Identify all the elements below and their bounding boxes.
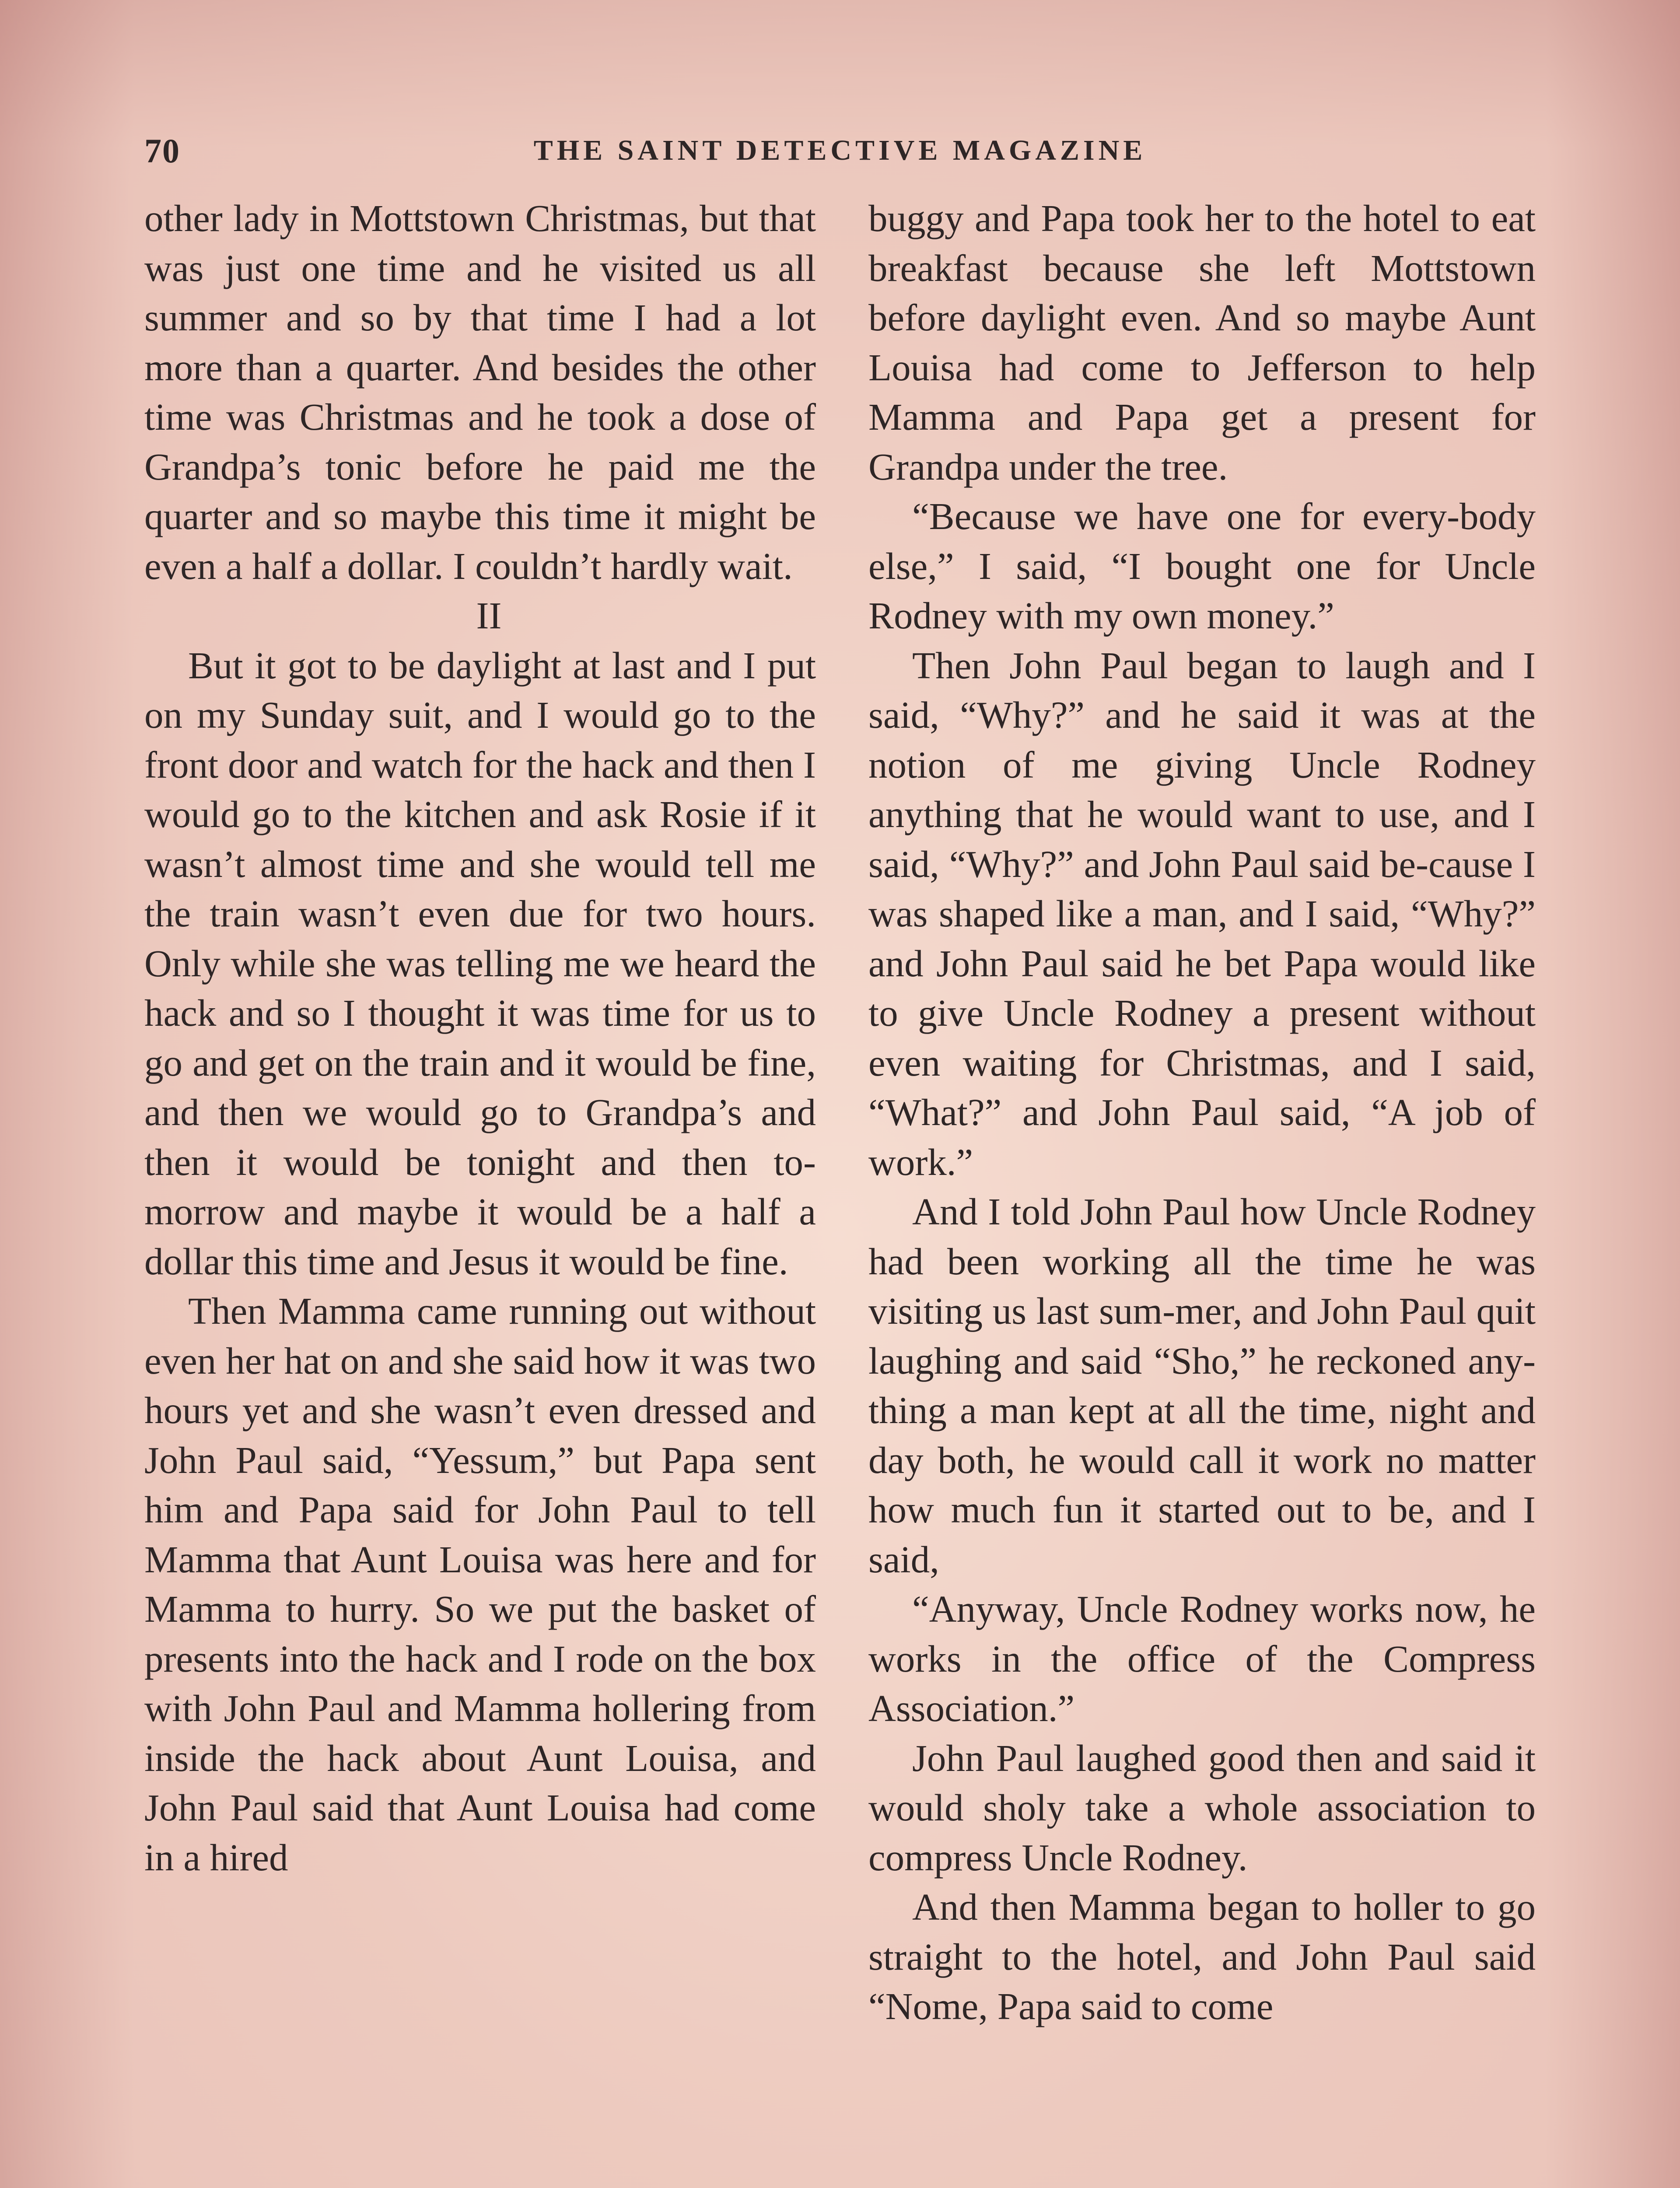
paragraph: But it got to be daylight at last and I put on my Sunday suit, and I would go to the front door and watch for the hack and then I would go to the kitchen and ask Rosie if it wasn’t almost time and she would tell me the train wasn’t even due for two hours. Only while she was telling me we heard the hack and so I thought it was time for us to go and get on the train and it would be fine, and then we would go to Grandpa’s and then it would be tonight and then to-morrow and maybe it would be a half a dollar this time and Jesus it would be fine. [144,644,816,1283]
paragraph: “Anyway, Uncle Rodney works now, he works in the office of the Compress Association.” [868,1588,1536,1729]
left-column [144,193,816,1882]
page-header [144,131,1536,179]
paragraph: Then Mamma came running out without even her hat on and she said how it was two hours yet and she wasn’t even dressed and John Paul said, “Yessum,” but Papa sent him and Papa said for John Paul to tell Mamma that Aunt Louisa was here and for Mamma to hurry. So we put the basket of presents into the hack and I rode on the box with John Paul and Mamma hollering from inside the hack about Aunt Louisa, and John Paul said that Aunt Louisa had come in a hired [144,1290,816,1879]
paragraph: And I told John Paul how Uncle Rodney had been working all the time he was visiting us last sum-mer, and John Paul quit laughing and said “Sho,” he reckoned any-thing a man kept at all the time, night and day both, he would call it work no matter how much fun it started out to be, and I said, [868,1190,1536,1581]
paragraph: John Paul laughed good then and said it would sholy take a whole association to compress Uncle Rodney. [868,1736,1536,1879]
running-head: THE SAINT DETECTIVE MAGAZINE [533,134,1147,166]
paragraph: And then Mamma began to holler to go straight to the hotel, and John Paul said “Nome, Papa said to come [868,1886,1536,2027]
section-heading: II [476,594,502,637]
paragraph: buggy and Papa took her to the hotel to eat breakfast because she left Mottstown before daylight even. And so maybe Aunt Louisa had come to Jefferson to help Mamma and Papa get a present for Grandpa under the tree. [868,197,1536,488]
paragraph: “Because we have one for every-body else,” I said, “I bought one for Uncle Rodney with my own money.” [868,495,1536,637]
paragraph: Then John Paul began to laugh and I said, “Why?” and he said it was at the notion of me giving Uncle Rodney anything that he would want to use, and I said, “Why?” and John Paul said be-cause I was shaped like a man, and I said, “Why?” and John Paul said he bet Papa would like to give Uncle Rodney a present without even waiting for Christmas, and I said, “What?” and John Paul said, “A job of work.” [868,644,1536,1183]
right-column [868,193,1536,2031]
paragraph: other lady in Mottstown Christmas, but that was just one time and he visited us all summer and so by that time I had a lot more than a quarter. And besides the other time was Christmas and he took a dose of Grandpa’s tonic before he paid me the quarter and so maybe this time it might be even a half a dollar. I couldn’t hardly wait. [144,197,816,587]
page-number: 70 [144,132,180,170]
